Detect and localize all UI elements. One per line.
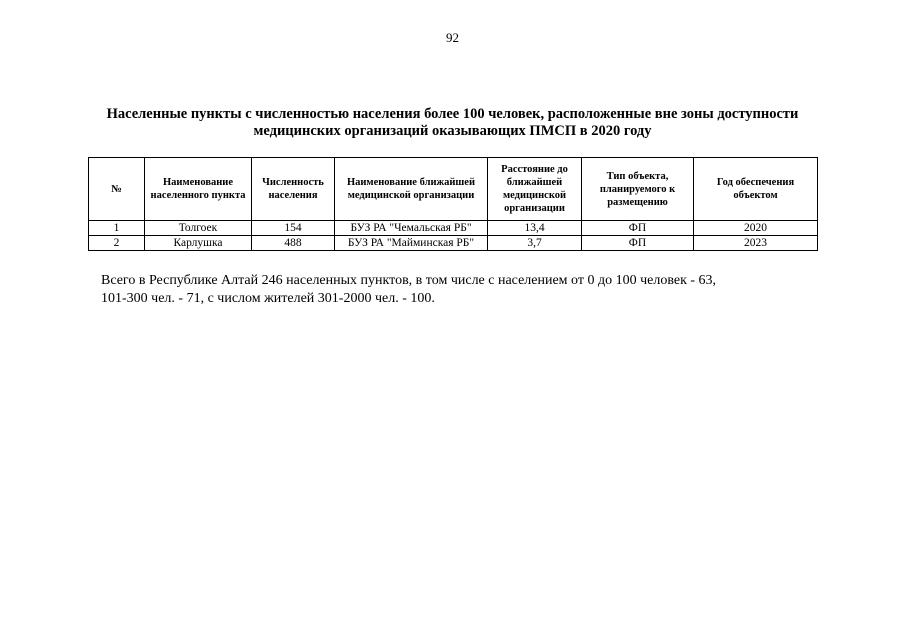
cell-population: 154 — [252, 221, 335, 236]
cell-nearest-organization: БУЗ РА "Майминская РБ" — [335, 236, 488, 251]
cell-year: 2023 — [694, 236, 818, 251]
cell-settlement-name: Толгоек — [145, 221, 252, 236]
cell-object-type: ФП — [582, 221, 694, 236]
summary-line-1: Всего в Республике Алтай 246 населенных пунктов, в том числе с населением от 0 до 100 человек - 63, — [101, 273, 717, 288]
header-distance: Расстояние до ближайшей медицинской организации — [488, 158, 582, 221]
header-year: Год обеспечения объектом — [694, 158, 818, 221]
cell-settlement-name: Карлушка — [145, 236, 252, 251]
cell-object-type: ФП — [582, 236, 694, 251]
summary-paragraph — [101, 272, 821, 308]
table-header-row — [89, 158, 818, 221]
cell-distance: 3,7 — [488, 236, 582, 251]
cell-number: 1 — [89, 221, 145, 236]
header-object-type: Тип объекта, планируемого к размещению — [582, 158, 694, 221]
page-number: 92 — [446, 30, 459, 45]
cell-year: 2020 — [694, 221, 818, 236]
header-nearest-organization: Наименование ближайшей медицинской организации — [335, 158, 488, 221]
header-number: № — [89, 158, 145, 221]
title-line-1: Населенные пункты с численностью населения более 100 человек, расположенные вне зоны доступности — [106, 106, 799, 122]
table-row — [89, 221, 818, 236]
table-row — [89, 236, 818, 251]
cell-number: 2 — [89, 236, 145, 251]
cell-population: 488 — [252, 236, 335, 251]
settlements-table — [88, 157, 818, 251]
cell-nearest-organization: БУЗ РА "Чемальская РБ" — [335, 221, 488, 236]
title-line-2: медицинских организаций оказывающих ПМСП в 2020 году — [253, 123, 652, 139]
cell-distance: 13,4 — [488, 221, 582, 236]
document-title — [60, 106, 845, 140]
header-settlement-name: Наименование населенного пункта — [145, 158, 252, 221]
summary-line-2: 101-300 чел. - 71, с числом жителей 301-2000 чел. - 100. — [101, 291, 435, 306]
header-population: Численность населения — [252, 158, 335, 221]
